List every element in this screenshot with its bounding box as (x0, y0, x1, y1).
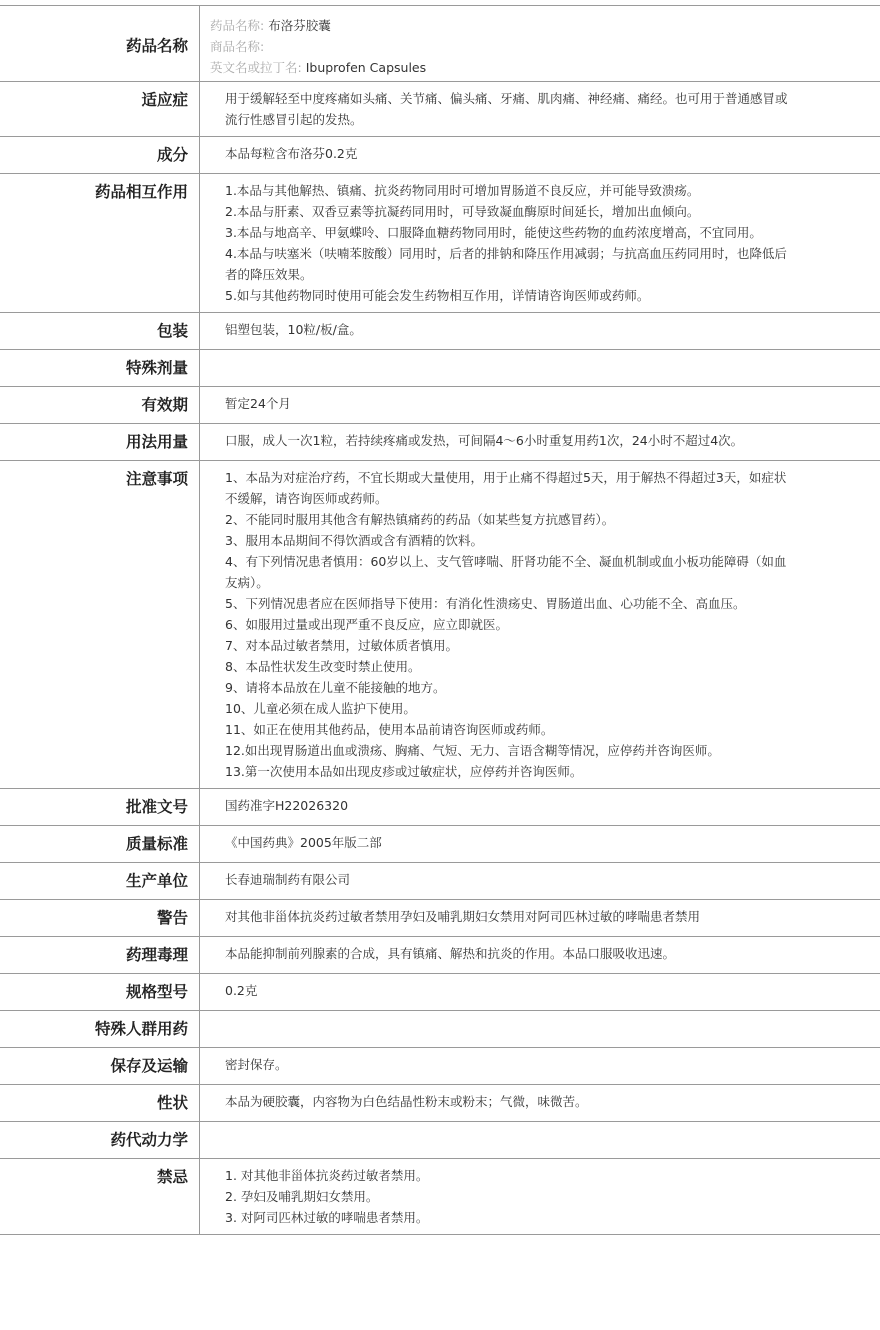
row-content (200, 1122, 880, 1158)
content-line: 3、服用本品期间不得饮酒或含有酒精的饮料。 (225, 533, 483, 548)
content-line: 国药准字H22026320 (225, 798, 349, 813)
row-content (200, 974, 880, 1010)
table-row (0, 387, 880, 424)
table-row (0, 174, 880, 313)
row-label: 性状 (0, 1085, 200, 1121)
table-row (0, 1122, 880, 1159)
table-row (0, 974, 880, 1011)
row-label: 包装 (0, 313, 200, 349)
row-label: 成分 (0, 137, 200, 173)
content-line: 1.本品与其他解热、镇痛、抗炎药物同用时可增加胃肠道不良反应，并可能导致溃疡。 (225, 183, 700, 198)
table-row (0, 424, 880, 461)
table-row (0, 1159, 880, 1235)
row-content (200, 789, 880, 825)
row-content (200, 1011, 880, 1047)
table-row (0, 1085, 880, 1122)
trade-name (210, 36, 790, 57)
table-row (0, 350, 880, 387)
row-label: 规格型号 (0, 974, 200, 1010)
row-label: 药品相互作用 (0, 174, 200, 312)
content-line: 0.2克 (225, 983, 258, 998)
content-line: 9、请将本品放在儿童不能接触的地方。 (225, 680, 446, 695)
content-line: 1、本品为对症治疗药，不宜长期或大量使用，用于止痛不得超过5天，用于解热不得超过3天，如症状不缓解，请咨询医师或药师。 (225, 470, 787, 506)
row-label: 警告 (0, 900, 200, 936)
row-content (200, 137, 880, 173)
row-label: 有效期 (0, 387, 200, 423)
table-row (0, 826, 880, 863)
content-line: 本品每粒含布洛芬0.2克 (225, 146, 358, 161)
row-label: 保存及运输 (0, 1048, 200, 1084)
generic-name-label: 药品名称: (210, 18, 265, 33)
row-content (200, 826, 880, 862)
row-label: 药理毒理 (0, 937, 200, 973)
row-content (200, 1159, 880, 1234)
content-line: 5、下列情况患者应在医师指导下使用：有消化性溃疡史、胃肠道出血、心功能不全、高血压。 (225, 596, 746, 611)
content-line: 10、儿童必须在成人监护下使用。 (225, 701, 416, 716)
trade-name-label: 商品名称: (210, 39, 265, 54)
content-line: 12.如出现胃肠道出血或溃疡、胸痛、气短、无力、言语含糊等情况，应停药并咨询医师。 (225, 743, 720, 758)
content-line: 长春迪瑞制药有限公司 (225, 872, 351, 887)
row-content (200, 1085, 880, 1121)
table-row (0, 313, 880, 350)
row-content (200, 387, 880, 423)
english-name-value: Ibuprofen Capsules (305, 60, 427, 75)
row-label: 注意事项 (0, 461, 200, 788)
content-line: 本品能抑制前列腺素的合成，具有镇痛、解热和抗炎的作用。本品口服吸收迅速。 (225, 946, 676, 961)
content-line: 本品为硬胶囊，内容物为白色结晶性粉末或粉末；气微，味微苦。 (225, 1094, 588, 1109)
info-rows (0, 82, 880, 1235)
table-row (0, 1048, 880, 1085)
row-label: 批准文号 (0, 789, 200, 825)
row-content (200, 863, 880, 899)
row-label: 生产单位 (0, 863, 200, 899)
table-row (0, 461, 880, 789)
content-line: 13.第一次使用本品如出现皮疹或过敏症状，应停药并咨询医师。 (225, 764, 583, 779)
row-content (200, 900, 880, 936)
content-line: 对其他非甾体抗炎药过敏者禁用孕妇及哺乳期妇女禁用对阿司匹林过敏的哮喘患者禁用 (225, 909, 701, 924)
table-row (0, 900, 880, 937)
row-drug-name (0, 6, 880, 82)
table-row (0, 82, 880, 137)
row-content (200, 1048, 880, 1084)
content-line: 11、如正在使用其他药品，使用本品前请咨询医师或药师。 (225, 722, 554, 737)
row-label: 特殊剂量 (0, 350, 200, 386)
content-line: 1. 对其他非甾体抗炎药过敏者禁用。 (225, 1168, 429, 1183)
generic-name-value: 布洛芬胶囊 (268, 18, 331, 33)
content-line: 2. 孕妇及哺乳期妇女禁用。 (225, 1189, 379, 1204)
row-label: 用法用量 (0, 424, 200, 460)
content-line: 用于缓解轻至中度疼痛如头痛、关节痛、偏头痛、牙痛、肌肉痛、神经痛、痛经。也可用于普通感冒或流行性感冒引起的发热。 (225, 91, 788, 127)
table-row (0, 789, 880, 826)
content-line: 5.如与其他药物同时使用可能会发生药物相互作用，详情请咨询医师或药师。 (225, 288, 650, 303)
row-content (200, 313, 880, 349)
row-label: 药品名称 (0, 6, 200, 81)
drug-info-table (0, 5, 880, 1235)
row-content (200, 174, 880, 312)
content-line: 6、如服用过量或出现严重不良反应，应立即就医。 (225, 617, 508, 632)
row-label: 药代动力学 (0, 1122, 200, 1158)
content-line: 2.本品与肝素、双香豆素等抗凝药同用时，可导致凝血酶原时间延长，增加出血倾向。 (225, 204, 700, 219)
row-content (200, 461, 880, 788)
content-line: 8、本品性状发生改变时禁止使用。 (225, 659, 421, 674)
row-content (200, 937, 880, 973)
english-name (210, 57, 790, 78)
row-label: 适应症 (0, 82, 200, 136)
content-line: 4、有下列情况患者慎用：60岁以上、支气管哮喘、肝肾功能不全、凝血机制或血小板功能障碍（如血友病）。 (225, 554, 787, 590)
content-line: 4.本品与呋塞米（呋喃苯胺酸）同用时，后者的排钠和降压作用减弱；与抗高血压药同用时，也降低后者的降压效果。 (225, 246, 787, 282)
content-line: 密封保存。 (225, 1057, 288, 1072)
row-label: 禁忌 (0, 1159, 200, 1234)
row-content (200, 350, 880, 386)
content-line: 暂定24个月 (225, 396, 291, 411)
row-content (200, 424, 880, 460)
english-name-label: 英文名或拉丁名: (210, 60, 302, 75)
content-line: 铝塑包装，10粒/板/盒。 (225, 322, 362, 337)
generic-name (210, 15, 790, 36)
row-content (200, 6, 880, 81)
row-content (200, 82, 880, 136)
content-line: 2、不能同时服用其他含有解热镇痛药的药品（如某些复方抗感冒药）。 (225, 512, 615, 527)
content-line: 3.本品与地高辛、甲氨蝶呤、口服降血糖药物同用时，能使这些药物的血药浓度增高，不宜同用。 (225, 225, 762, 240)
content-line: 3. 对阿司匹林过敏的哮喘患者禁用。 (225, 1210, 429, 1225)
content-line: 7、对本品过敏者禁用，过敏体质者慎用。 (225, 638, 458, 653)
table-row (0, 137, 880, 174)
table-row (0, 863, 880, 900)
table-row (0, 1011, 880, 1048)
content-line: 口服，成人一次1粒，若持续疼痛或发热，可间隔4～6小时重复用药1次，24小时不超过4次。 (225, 433, 744, 448)
content-line: 《中国药典》2005年版二部 (225, 835, 382, 850)
row-label: 质量标准 (0, 826, 200, 862)
table-row (0, 937, 880, 974)
row-label: 特殊人群用药 (0, 1011, 200, 1047)
